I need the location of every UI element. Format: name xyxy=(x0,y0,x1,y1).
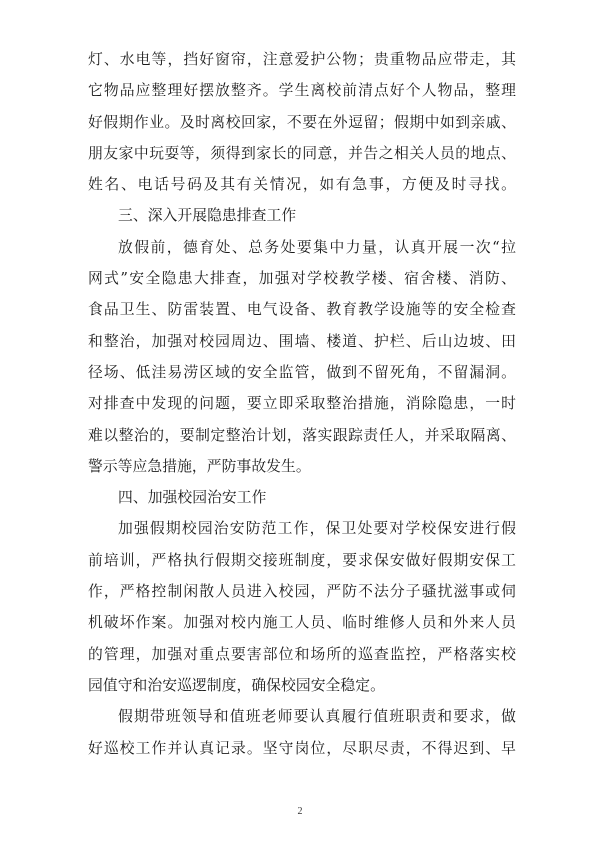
text-line: 加强假期校园治安防范工作，保卫处要对学校保安进行假 xyxy=(118,520,516,538)
text-line: 好巡校工作并认真记录。坚守岗位，尽职尽责，不得迟到、早 xyxy=(88,739,516,757)
text-line: 和整治，加强对校园周边、围墙、楼道、护栏、后山边坡、田 xyxy=(88,332,516,350)
text-line: 食品卫生、防雷装置、电气设备、教育教学设施等的安全检查 xyxy=(88,301,516,319)
section-4-paragraph-1 xyxy=(88,513,516,701)
text-line: 放假前，德育处、总务处要集中力量，认真开展一次“拉 xyxy=(118,238,516,256)
text-line: 前培训，严格执行假期交接班制度，要求保安做好假期安保工 xyxy=(88,551,516,569)
text-line: 警示等应急措施，严防事故发生。 xyxy=(88,457,311,475)
section-3-paragraph xyxy=(88,232,516,482)
document-body xyxy=(88,44,516,764)
text-line: 对排查中发现的问题，要立即采取整治措施，消除隐患，一时 xyxy=(88,395,516,413)
section-heading-4: 四、加强校园治安工作 xyxy=(118,489,267,507)
text-line: 机破坏作案。加强对校内施工人员、临时维修人员和外来人员 xyxy=(88,614,516,632)
text-line: 它物品应整理好摆放整齐。学生离校前清点好个人物品，整理 xyxy=(88,82,516,100)
section-heading-3: 三、深入开展隐患排查工作 xyxy=(118,207,297,225)
text-line: 难以整治的，要制定整治计划，落实跟踪责任人，并采取隔离、 xyxy=(88,426,516,444)
text-line: 灯、水电等，挡好窗帘，注意爱护公物；贵重物品应带走，其 xyxy=(88,51,516,68)
page-number: 2 xyxy=(297,806,303,817)
text-line: 假期带班领导和值班老师要认真履行值班职责和要求，做 xyxy=(118,708,516,726)
paragraph-continued xyxy=(88,44,516,200)
text-line: 网式”安全隐患大排查，加强对学校教学楼、宿舍楼、消防、 xyxy=(88,270,516,288)
text-line: 好假期作业。及时离校回家，不要在外逗留；假期中如到亲戚、 xyxy=(88,113,516,131)
text-line: 姓名、电话号码及其有关情况，如有急事，方便及时寻找。 xyxy=(88,176,516,194)
section-4-paragraph-2 xyxy=(88,701,516,764)
text-line: 的管理，加强对重点要害部位和场所的巡查监控，严格落实校 xyxy=(88,645,516,663)
text-line: 园值守和治安巡逻制度，确保校园安全稳定。 xyxy=(88,676,385,694)
text-line: 朋友家中玩耍等，须得到家长的同意，并告之相关人员的地点、 xyxy=(88,144,516,162)
text-line: 径场、低洼易涝区域的安全监管，做到不留死角，不留漏洞。 xyxy=(88,363,516,381)
text-line: 作，严格控制闲散人员进入校园，严防不法分子骚扰滋事或伺 xyxy=(88,583,516,601)
